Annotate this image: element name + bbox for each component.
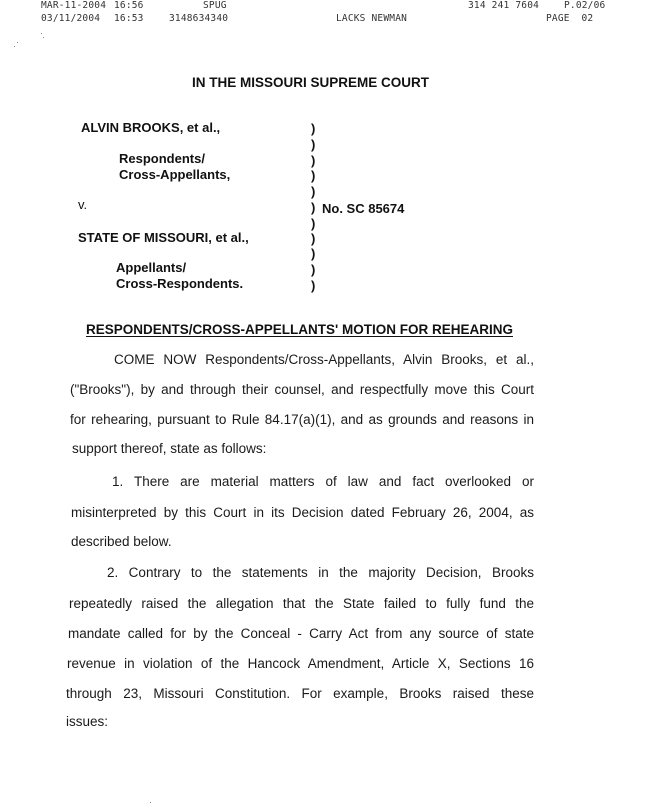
fax-header-number: 3148634340 — [169, 13, 229, 24]
scan-speck — [17, 42, 18, 43]
fax-header-recipient: LACKS NEWMAN — [336, 13, 408, 24]
caption-bracket: ) — [311, 137, 316, 152]
caption-bracket: ) — [311, 216, 316, 231]
p2-line-6: issues: — [66, 714, 109, 729]
fax-header-time-2: 16:53 — [114, 13, 144, 24]
caption-bracket: ) — [311, 231, 316, 246]
caption-bracket: ) — [311, 262, 316, 277]
scan-speck — [150, 802, 151, 803]
fax-header-page: PAGE 02 — [546, 13, 594, 24]
scan-speck — [14, 46, 15, 47]
caption-bracket: ) — [311, 184, 316, 199]
motion-title: RESPONDENTS/CROSS-APPELLANTS' MOTION FOR REHEARING — [86, 322, 513, 337]
intro-line-2: ("Brooks"), by and through their counsel, and respectfully move this Court — [70, 382, 534, 397]
defendant-name: STATE OF MISSOURI, et al., — [78, 230, 249, 245]
fax-header-sender: SPUG — [203, 0, 227, 11]
p2-line-5: through 23, Missouri Constitution. For example, Brooks raised these — [66, 686, 534, 701]
defendant-role-1: Appellants/ — [116, 260, 187, 275]
caption-bracket: ) — [311, 168, 316, 183]
caption-bracket: ) — [311, 200, 316, 215]
court-title: IN THE MISSOURI SUPREME COURT — [192, 75, 430, 90]
p1-line-2: misinterpreted by this Court in its Decision dated February 26, 2004, as — [71, 505, 534, 520]
plaintiff-name: ALVIN BROOKS, et al., — [81, 120, 221, 135]
fax-header-phone: 314 241 7604 — [468, 0, 540, 11]
fax-header-date-2: 03/11/2004 — [41, 13, 101, 24]
plaintiff-role-1: Respondents/ — [119, 151, 205, 166]
caption-bracket: ) — [311, 246, 316, 261]
intro-line-1: COME NOW Respondents/Cross-Appellants, Alvin Brooks, et al., — [114, 352, 534, 367]
caption-bracket: ) — [311, 153, 316, 168]
intro-line-3: for rehearing, pursuant to Rule 84.17(a)(1), and as grounds and reasons in — [70, 412, 534, 427]
fax-header-page-count: P.02/06 — [564, 0, 606, 11]
p1-line-1: 1. There are material matters of law and fact overlooked or — [112, 474, 534, 489]
case-number: No. SC 85674 — [322, 201, 405, 216]
fax-header-time: 16:56 — [114, 0, 144, 11]
intro-line-4: support thereof, state as follows: — [72, 441, 267, 456]
fax-header-date: MAR-11-2004 — [41, 0, 107, 11]
p2-line-3: mandate called for by the Conceal - Carry Act from any source of state — [68, 626, 534, 641]
p2-line-2: repeatedly raised the allegation that the State failed to fully fund the — [69, 596, 534, 611]
defendant-role-2: Cross-Respondents. — [116, 276, 244, 291]
versus: v. — [78, 197, 88, 212]
p2-line-1: 2. Contrary to the statements in the majority Decision, Brooks — [107, 565, 534, 580]
caption-bracket: ) — [311, 121, 316, 136]
scan-speck — [43, 37, 44, 38]
scan-speck — [41, 33, 42, 34]
caption-bracket: ) — [311, 278, 316, 293]
p2-line-4: revenue in violation of the Hancock Amendment, Article X, Sections 16 — [67, 656, 534, 671]
plaintiff-role-2: Cross-Appellants, — [119, 167, 231, 182]
p1-line-3: described below. — [71, 534, 172, 549]
